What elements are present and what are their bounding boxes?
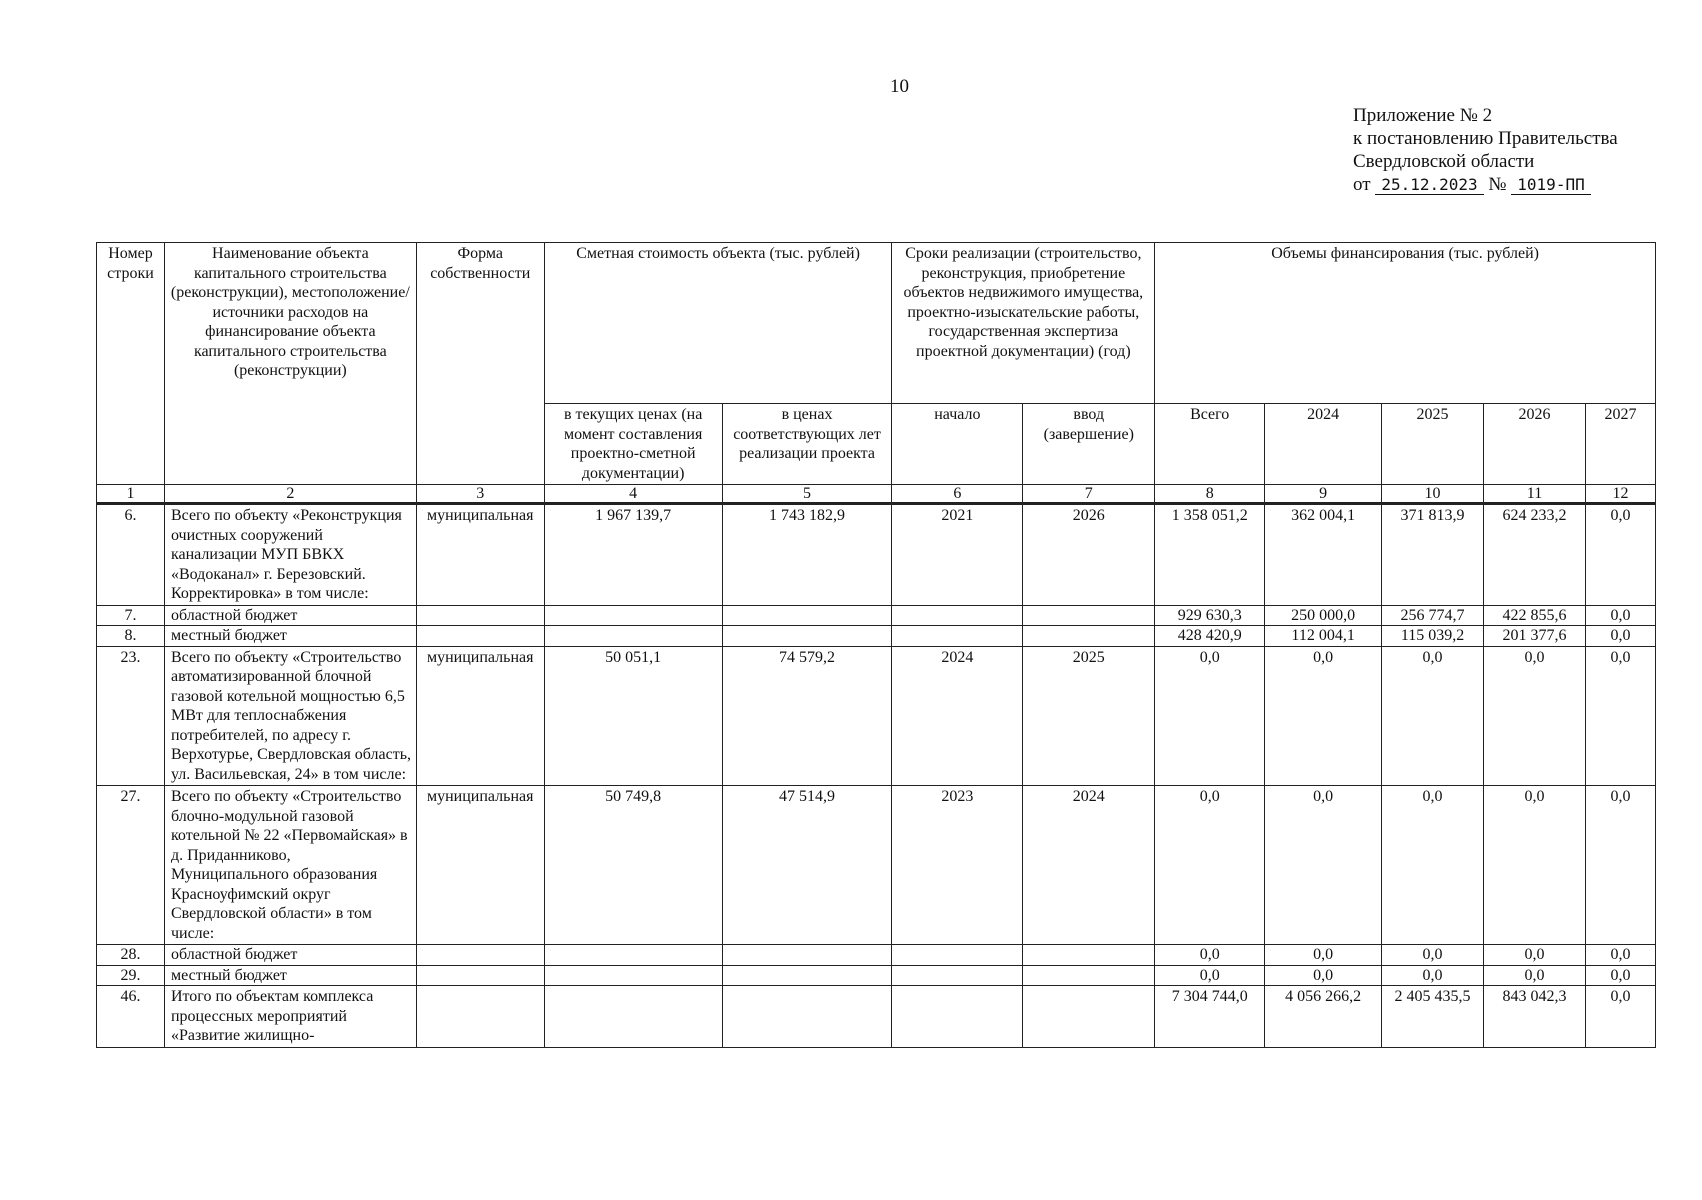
estimate-current: 50 749,8 [544, 786, 722, 945]
column-number: 10 [1382, 485, 1484, 504]
table-row [97, 786, 1656, 945]
start-year [892, 605, 1023, 626]
appendix-date-line [1353, 173, 1618, 196]
ownership-form [416, 626, 544, 647]
estimate-current: 1 967 139,7 [544, 504, 722, 606]
funding-total: 0,0 [1155, 965, 1265, 986]
header-terms: Сроки реализации (строительство, реконструкция, приобретение объектов недвижимого имущества, проектно-изыскательские работы, государственная экспертиза проектной документации) (год) [892, 243, 1155, 404]
funding-2026: 624 233,2 [1484, 504, 1586, 606]
estimate-current [544, 945, 722, 966]
row-number: 8. [97, 626, 165, 647]
end-year: 2024 [1023, 786, 1155, 945]
funding-2024: 250 000,0 [1265, 605, 1382, 626]
estimate-current: 50 051,1 [544, 646, 722, 786]
ownership-form: муниципальная [416, 504, 544, 606]
funding-2025: 0,0 [1382, 646, 1484, 786]
ownership-form: муниципальная [416, 646, 544, 786]
column-number: 6 [892, 485, 1023, 504]
column-number: 12 [1585, 485, 1655, 504]
capital-construction-table [96, 242, 1656, 1048]
funding-total: 0,0 [1155, 786, 1265, 945]
estimate-years [722, 986, 892, 1048]
end-year [1023, 626, 1155, 647]
row-number: 29. [97, 965, 165, 986]
object-name: областной бюджет [164, 605, 416, 626]
header-estimate-years: в ценах соответствующих лет реализации проекта [722, 404, 892, 485]
start-year [892, 945, 1023, 966]
object-name: местный бюджет [164, 965, 416, 986]
funding-2026: 0,0 [1484, 786, 1586, 945]
funding-total: 0,0 [1155, 646, 1265, 786]
object-name: Всего по объекту «Реконструкция очистных сооружений канализации МУП БВКХ «Водоканал» г. Березовский. Корректировка» в том числе: [164, 504, 416, 606]
start-year [892, 626, 1023, 647]
funding-2024: 0,0 [1265, 646, 1382, 786]
start-year [892, 965, 1023, 986]
ownership-form [416, 965, 544, 986]
header-year-2024: 2024 [1265, 404, 1382, 485]
column-number: 4 [544, 485, 722, 504]
estimate-years: 47 514,9 [722, 786, 892, 945]
funding-2024: 0,0 [1265, 945, 1382, 966]
header-name: Наименование объекта капитального строительства (реконструкции), местоположение/ источники расходов на финансирование объекта капитального строительства (реконструкции) [164, 243, 416, 485]
object-name: Итого по объектам комплекса процессных мероприятий «Развитие жилищно- [164, 986, 416, 1048]
table-row [97, 965, 1656, 986]
funding-2025: 0,0 [1382, 965, 1484, 986]
estimate-current [544, 605, 722, 626]
number-prefix: № [1488, 174, 1507, 195]
resolution-date: 25.12.2023 [1375, 175, 1483, 195]
header-year-2025: 2025 [1382, 404, 1484, 485]
header-estimate-current: в текущих ценах (на момент составления проектно-сметной документации) [544, 404, 722, 485]
date-prefix: от [1353, 174, 1371, 195]
table-row [97, 605, 1656, 626]
header-funding: Объемы финансирования (тыс. рублей) [1155, 243, 1656, 404]
end-year [1023, 605, 1155, 626]
funding-2026: 0,0 [1484, 965, 1586, 986]
funding-2027: 0,0 [1585, 945, 1655, 966]
funding-2026: 422 855,6 [1484, 605, 1586, 626]
start-year: 2021 [892, 504, 1023, 606]
ownership-form [416, 945, 544, 966]
start-year: 2023 [892, 786, 1023, 945]
column-number: 3 [416, 485, 544, 504]
table-row [97, 626, 1656, 647]
header-terms-end: ввод (завершение) [1023, 404, 1155, 485]
ownership-form: муниципальная [416, 786, 544, 945]
row-number: 7. [97, 605, 165, 626]
column-number: 7 [1023, 485, 1155, 504]
appendix-region: Свердловской области [1353, 151, 1535, 172]
column-number: 11 [1484, 485, 1586, 504]
column-number-row [97, 485, 1656, 504]
funding-2027: 0,0 [1585, 626, 1655, 647]
funding-total: 929 630,3 [1155, 605, 1265, 626]
funding-2024: 0,0 [1265, 786, 1382, 945]
header-year-2026: 2026 [1484, 404, 1586, 485]
funding-2025: 371 813,9 [1382, 504, 1484, 606]
table-row [97, 504, 1656, 606]
funding-2027: 0,0 [1585, 605, 1655, 626]
ownership-form [416, 605, 544, 626]
funding-2026: 0,0 [1484, 646, 1586, 786]
table-row [97, 945, 1656, 966]
funding-2024: 4 056 266,2 [1265, 986, 1382, 1048]
header-year-2027: 2027 [1585, 404, 1655, 485]
estimate-years [722, 605, 892, 626]
funding-total: 428 420,9 [1155, 626, 1265, 647]
start-year: 2024 [892, 646, 1023, 786]
column-number: 1 [97, 485, 165, 504]
start-year [892, 986, 1023, 1048]
estimate-years [722, 626, 892, 647]
appendix-resolution: к постановлению Правительства [1353, 128, 1618, 149]
funding-2027: 0,0 [1585, 786, 1655, 945]
table-row [97, 986, 1656, 1048]
estimate-years: 1 743 182,9 [722, 504, 892, 606]
header-row-1 [97, 243, 1656, 404]
column-number: 5 [722, 485, 892, 504]
column-number: 2 [164, 485, 416, 504]
header-ownership: Форма собственности [416, 243, 544, 485]
header-estimate: Сметная стоимость объекта (тыс. рублей) [544, 243, 892, 404]
page-number: 10 [890, 76, 909, 97]
funding-2026: 201 377,6 [1484, 626, 1586, 647]
funding-total: 0,0 [1155, 945, 1265, 966]
end-year: 2025 [1023, 646, 1155, 786]
appendix-title: Приложение № 2 [1353, 105, 1493, 126]
header-funding-total: Всего [1155, 404, 1265, 485]
funding-2024: 362 004,1 [1265, 504, 1382, 606]
end-year: 2026 [1023, 504, 1155, 606]
row-number: 27. [97, 786, 165, 945]
appendix-header [1353, 104, 1618, 196]
estimate-current [544, 965, 722, 986]
end-year [1023, 945, 1155, 966]
row-number: 23. [97, 646, 165, 786]
ownership-form [416, 986, 544, 1048]
funding-2025: 2 405 435,5 [1382, 986, 1484, 1048]
end-year [1023, 965, 1155, 986]
header-row-number: Номер строки [97, 243, 165, 485]
column-number: 8 [1155, 485, 1265, 504]
row-number: 28. [97, 945, 165, 966]
table-row [97, 646, 1656, 786]
funding-2027: 0,0 [1585, 504, 1655, 606]
funding-2025: 256 774,7 [1382, 605, 1484, 626]
funding-2025: 0,0 [1382, 945, 1484, 966]
funding-2026: 0,0 [1484, 945, 1586, 966]
funding-2025: 115 039,2 [1382, 626, 1484, 647]
object-name: местный бюджет [164, 626, 416, 647]
resolution-number: 1019-ПП [1511, 175, 1590, 195]
header-terms-start: начало [892, 404, 1023, 485]
funding-2027: 0,0 [1585, 965, 1655, 986]
row-number: 46. [97, 986, 165, 1048]
estimate-current [544, 986, 722, 1048]
funding-2026: 843 042,3 [1484, 986, 1586, 1048]
funding-total: 1 358 051,2 [1155, 504, 1265, 606]
end-year [1023, 986, 1155, 1048]
estimate-years: 74 579,2 [722, 646, 892, 786]
object-name: областной бюджет [164, 945, 416, 966]
funding-2025: 0,0 [1382, 786, 1484, 945]
row-number: 6. [97, 504, 165, 606]
funding-2024: 112 004,1 [1265, 626, 1382, 647]
funding-2027: 0,0 [1585, 986, 1655, 1048]
estimate-years [722, 965, 892, 986]
estimate-years [722, 945, 892, 966]
funding-2027: 0,0 [1585, 646, 1655, 786]
object-name: Всего по объекту «Строительство блочно-модульной газовой котельной № 22 «Первомайская» в д. Приданниково, Муниципального образования Красноуфимский округ Свердловской области» в том числе: [164, 786, 416, 945]
funding-total: 7 304 744,0 [1155, 986, 1265, 1048]
estimate-current [544, 626, 722, 647]
column-number: 9 [1265, 485, 1382, 504]
funding-2024: 0,0 [1265, 965, 1382, 986]
object-name: Всего по объекту «Строительство автоматизированной блочной газовой котельной мощностью 6,5 МВт для теплоснабжения потребителей, по адресу г. Верхотурье, Свердловская область, ул. Васильевская, 24» в том числе: [164, 646, 416, 786]
